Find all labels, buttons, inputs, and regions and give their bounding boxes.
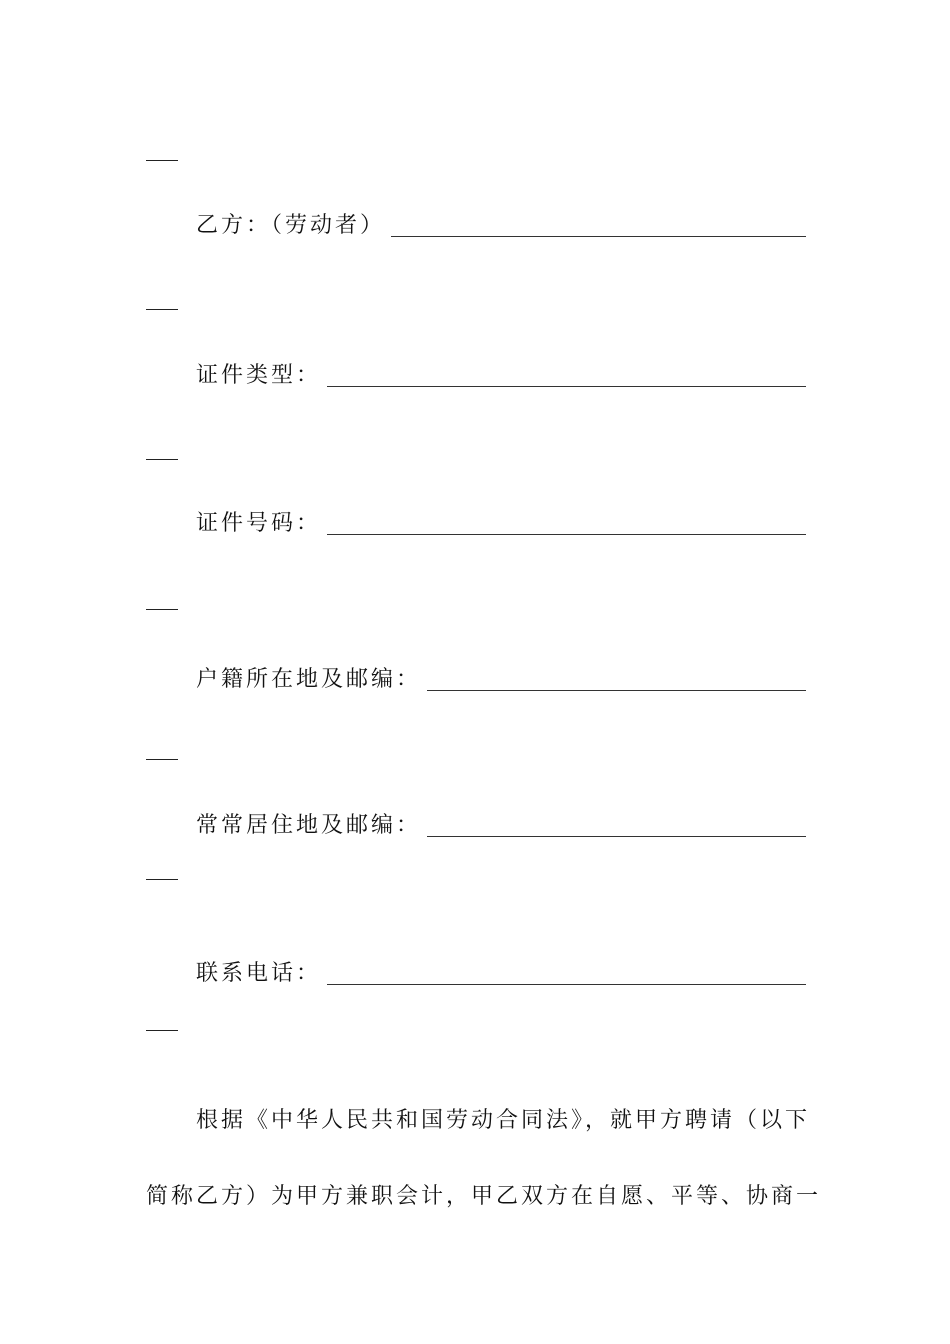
field-phone xyxy=(196,956,806,988)
blank-line xyxy=(327,385,806,387)
underline-stub xyxy=(146,879,178,880)
field-household-address xyxy=(196,662,806,694)
blank-line xyxy=(327,533,806,535)
blank-line xyxy=(427,835,806,837)
underline-stub xyxy=(146,160,178,161)
underline-stub xyxy=(146,459,178,460)
body-paragraph-line-1: 根据《中华人民共和国劳动合同法》，就甲方聘请（以下 xyxy=(196,1108,811,1133)
field-label: 证件号码： xyxy=(196,511,322,536)
field-label: 乙方：（劳动者） xyxy=(196,213,386,238)
field-party-b xyxy=(196,208,806,240)
field-label: 户籍所在地及邮编： xyxy=(196,667,422,692)
blank-line xyxy=(427,689,806,691)
field-residence-address xyxy=(196,808,806,840)
underline-stub xyxy=(146,759,178,760)
underline-stub xyxy=(146,309,178,310)
body-paragraph-line-2: 简称乙方）为甲方兼职会计，甲乙双方在自愿、平等、协商一 xyxy=(146,1184,822,1209)
blank-line xyxy=(391,235,806,237)
underline-stub xyxy=(146,1030,178,1031)
blank-line xyxy=(327,983,806,985)
field-label: 证件类型： xyxy=(196,363,322,388)
field-id-number xyxy=(196,506,806,538)
field-label: 联系电话： xyxy=(196,961,322,986)
field-label: 常常居住地及邮编： xyxy=(196,813,422,838)
underline-stub xyxy=(146,609,178,610)
field-id-type xyxy=(196,358,806,390)
